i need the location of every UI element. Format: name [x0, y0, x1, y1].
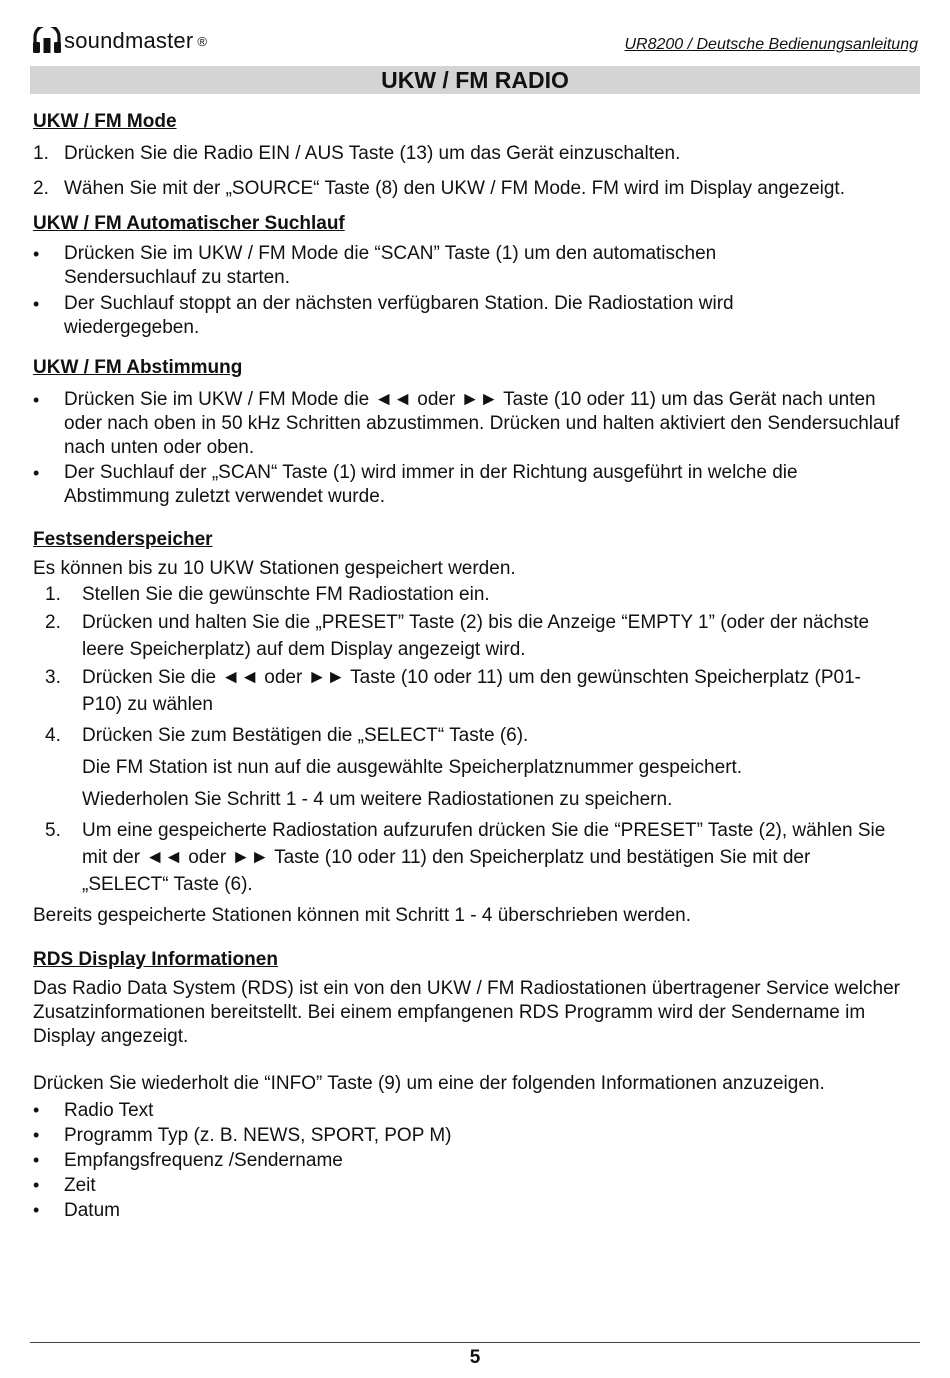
- item-number: 4.: [45, 725, 61, 746]
- rds-instruction: Drücken Sie wiederholt die “INFO” Taste (9) um eine der folgenden Informationen anzuzeigen.: [33, 1073, 825, 1094]
- brand-logo: [32, 26, 207, 56]
- registered-mark: ®: [197, 33, 207, 49]
- section-presets: [33, 526, 918, 928]
- item-text: Um eine gespeicherte Radiostation aufzurufen drücken Sie die “PRESET” Taste (2), wählen Sie mit der ◄◄ oder ►► Taste (10 oder 11) den Speicherplatz und bestätigen Sie mit der „SELECT“ Taste (6).: [82, 820, 886, 895]
- item-text: Drücken Sie die ◄◄ oder ►► Taste (10 oder 11) um den gewünschten Speicherplatz (P01-P10) zu wählen: [82, 667, 861, 715]
- item-number: 1.: [33, 143, 49, 164]
- list-item: [33, 140, 918, 167]
- item-text: Drücken Sie zum Bestätigen die „SELECT“ Taste (6).: [82, 725, 529, 746]
- list-item: • Radio Text: [33, 1098, 918, 1123]
- section-heading: UKW / FM Mode: [33, 111, 177, 132]
- list-item: [33, 722, 888, 813]
- list-item: • Datum: [33, 1198, 918, 1223]
- page-number: 5: [469, 1347, 481, 1368]
- bullet-list: [33, 1098, 918, 1223]
- section-intro: Es können bis zu 10 UKW Stationen gespeichert werden.: [33, 558, 516, 579]
- list-item: • Drücken Sie im UKW / FM Mode die ◄◄ oder ►► Taste (10 oder 11) um das Gerät nach unten oder nach oben in 50 kHz Schritten abzustimmen. Drücken und halten aktiviert den Sendersuchlauf nach unten oder oben.: [33, 388, 903, 460]
- list-item: • Empfangsfrequenz /Sendername: [33, 1148, 918, 1173]
- list-item: • Zeit: [33, 1173, 918, 1198]
- document-title: UR8200 / Deutsche Bedienungsanleitung: [624, 36, 918, 53]
- section-heading: Festsenderspeicher: [33, 529, 213, 550]
- item-text: Drücken und halten Sie die „PRESET” Taste (2) bis die Anzeige “EMPTY 1” (oder der nächste leere Speicherplatz) auf dem Display angezeigt wird.: [82, 612, 870, 660]
- page-content: [33, 108, 918, 1223]
- section-rds: [33, 946, 918, 1223]
- chapter-title-bar: [30, 66, 920, 94]
- list-item: • Programm Typ (z. B. NEWS, SPORT, POP M): [33, 1123, 918, 1148]
- list-item: [33, 581, 888, 608]
- chapter-title: UKW / FM RADIO: [381, 67, 569, 93]
- section-heading: UKW / FM Abstimmung: [33, 357, 243, 378]
- list-item: • Der Suchlauf stoppt an der nächsten verfügbaren Station. Die Radiostation wird wiedergegeben.: [33, 292, 803, 340]
- section-fm-mode: [33, 108, 918, 202]
- list-item: [33, 609, 888, 663]
- section-tuning: [33, 354, 918, 509]
- item-text: Wähen Sie mit der „SOURCE“ Taste (8) den UKW / FM Mode. FM wird im Display angezeigt.: [64, 178, 845, 199]
- rds-description: Das Radio Data System (RDS) ist ein von den UKW / FM Radiostationen übertragener Service welcher Zusatzinformationen bereitstellt. Bei einem empfangenen RDS Programm wird der Sendername im Display angezeigt.: [33, 978, 900, 1047]
- item-number: 2.: [33, 178, 49, 199]
- item-number: 1.: [45, 584, 61, 605]
- numbered-list: [33, 581, 888, 898]
- soundmaster-logo-icon: [32, 27, 62, 55]
- list-item: • Drücken Sie im UKW / FM Mode die “SCAN” Taste (1) um den automatischen Sendersuchlauf zu starten.: [33, 242, 803, 290]
- brand-name: soundmaster: [64, 28, 194, 53]
- item-number: 5.: [45, 820, 61, 841]
- numbered-list: [33, 140, 918, 202]
- item-note: Die FM Station ist nun auf die ausgewählte Speicherplatznummer gespeichert.: [82, 757, 743, 778]
- section-outro: Bereits gespeicherte Stationen können mit Schritt 1 - 4 überschrieben werden.: [33, 905, 691, 926]
- bullet-list: [33, 388, 903, 509]
- section-heading: UKW / FM Automatischer Suchlauf: [33, 213, 345, 234]
- list-item: [33, 664, 888, 718]
- item-number: 3.: [45, 667, 61, 688]
- item-number: 2.: [45, 612, 61, 633]
- list-item: [33, 175, 854, 202]
- section-heading: RDS Display Informationen: [33, 949, 278, 970]
- item-text: Stellen Sie die gewünschte FM Radiostation ein.: [82, 584, 490, 605]
- footer-divider: [30, 1342, 920, 1343]
- section-auto-scan: [33, 210, 918, 340]
- list-item: [33, 817, 888, 898]
- bullet-list: [33, 242, 803, 340]
- list-item: • Der Suchlauf der „SCAN“ Taste (1) wird immer in der Richtung ausgeführt in welche die Abstimmung zuletzt verwendet wurde.: [33, 461, 903, 509]
- item-text: Drücken Sie die Radio EIN / AUS Taste (13) um das Gerät einzuschalten.: [64, 143, 681, 164]
- item-note: Wiederholen Sie Schritt 1 - 4 um weitere Radiostationen zu speichern.: [82, 789, 673, 810]
